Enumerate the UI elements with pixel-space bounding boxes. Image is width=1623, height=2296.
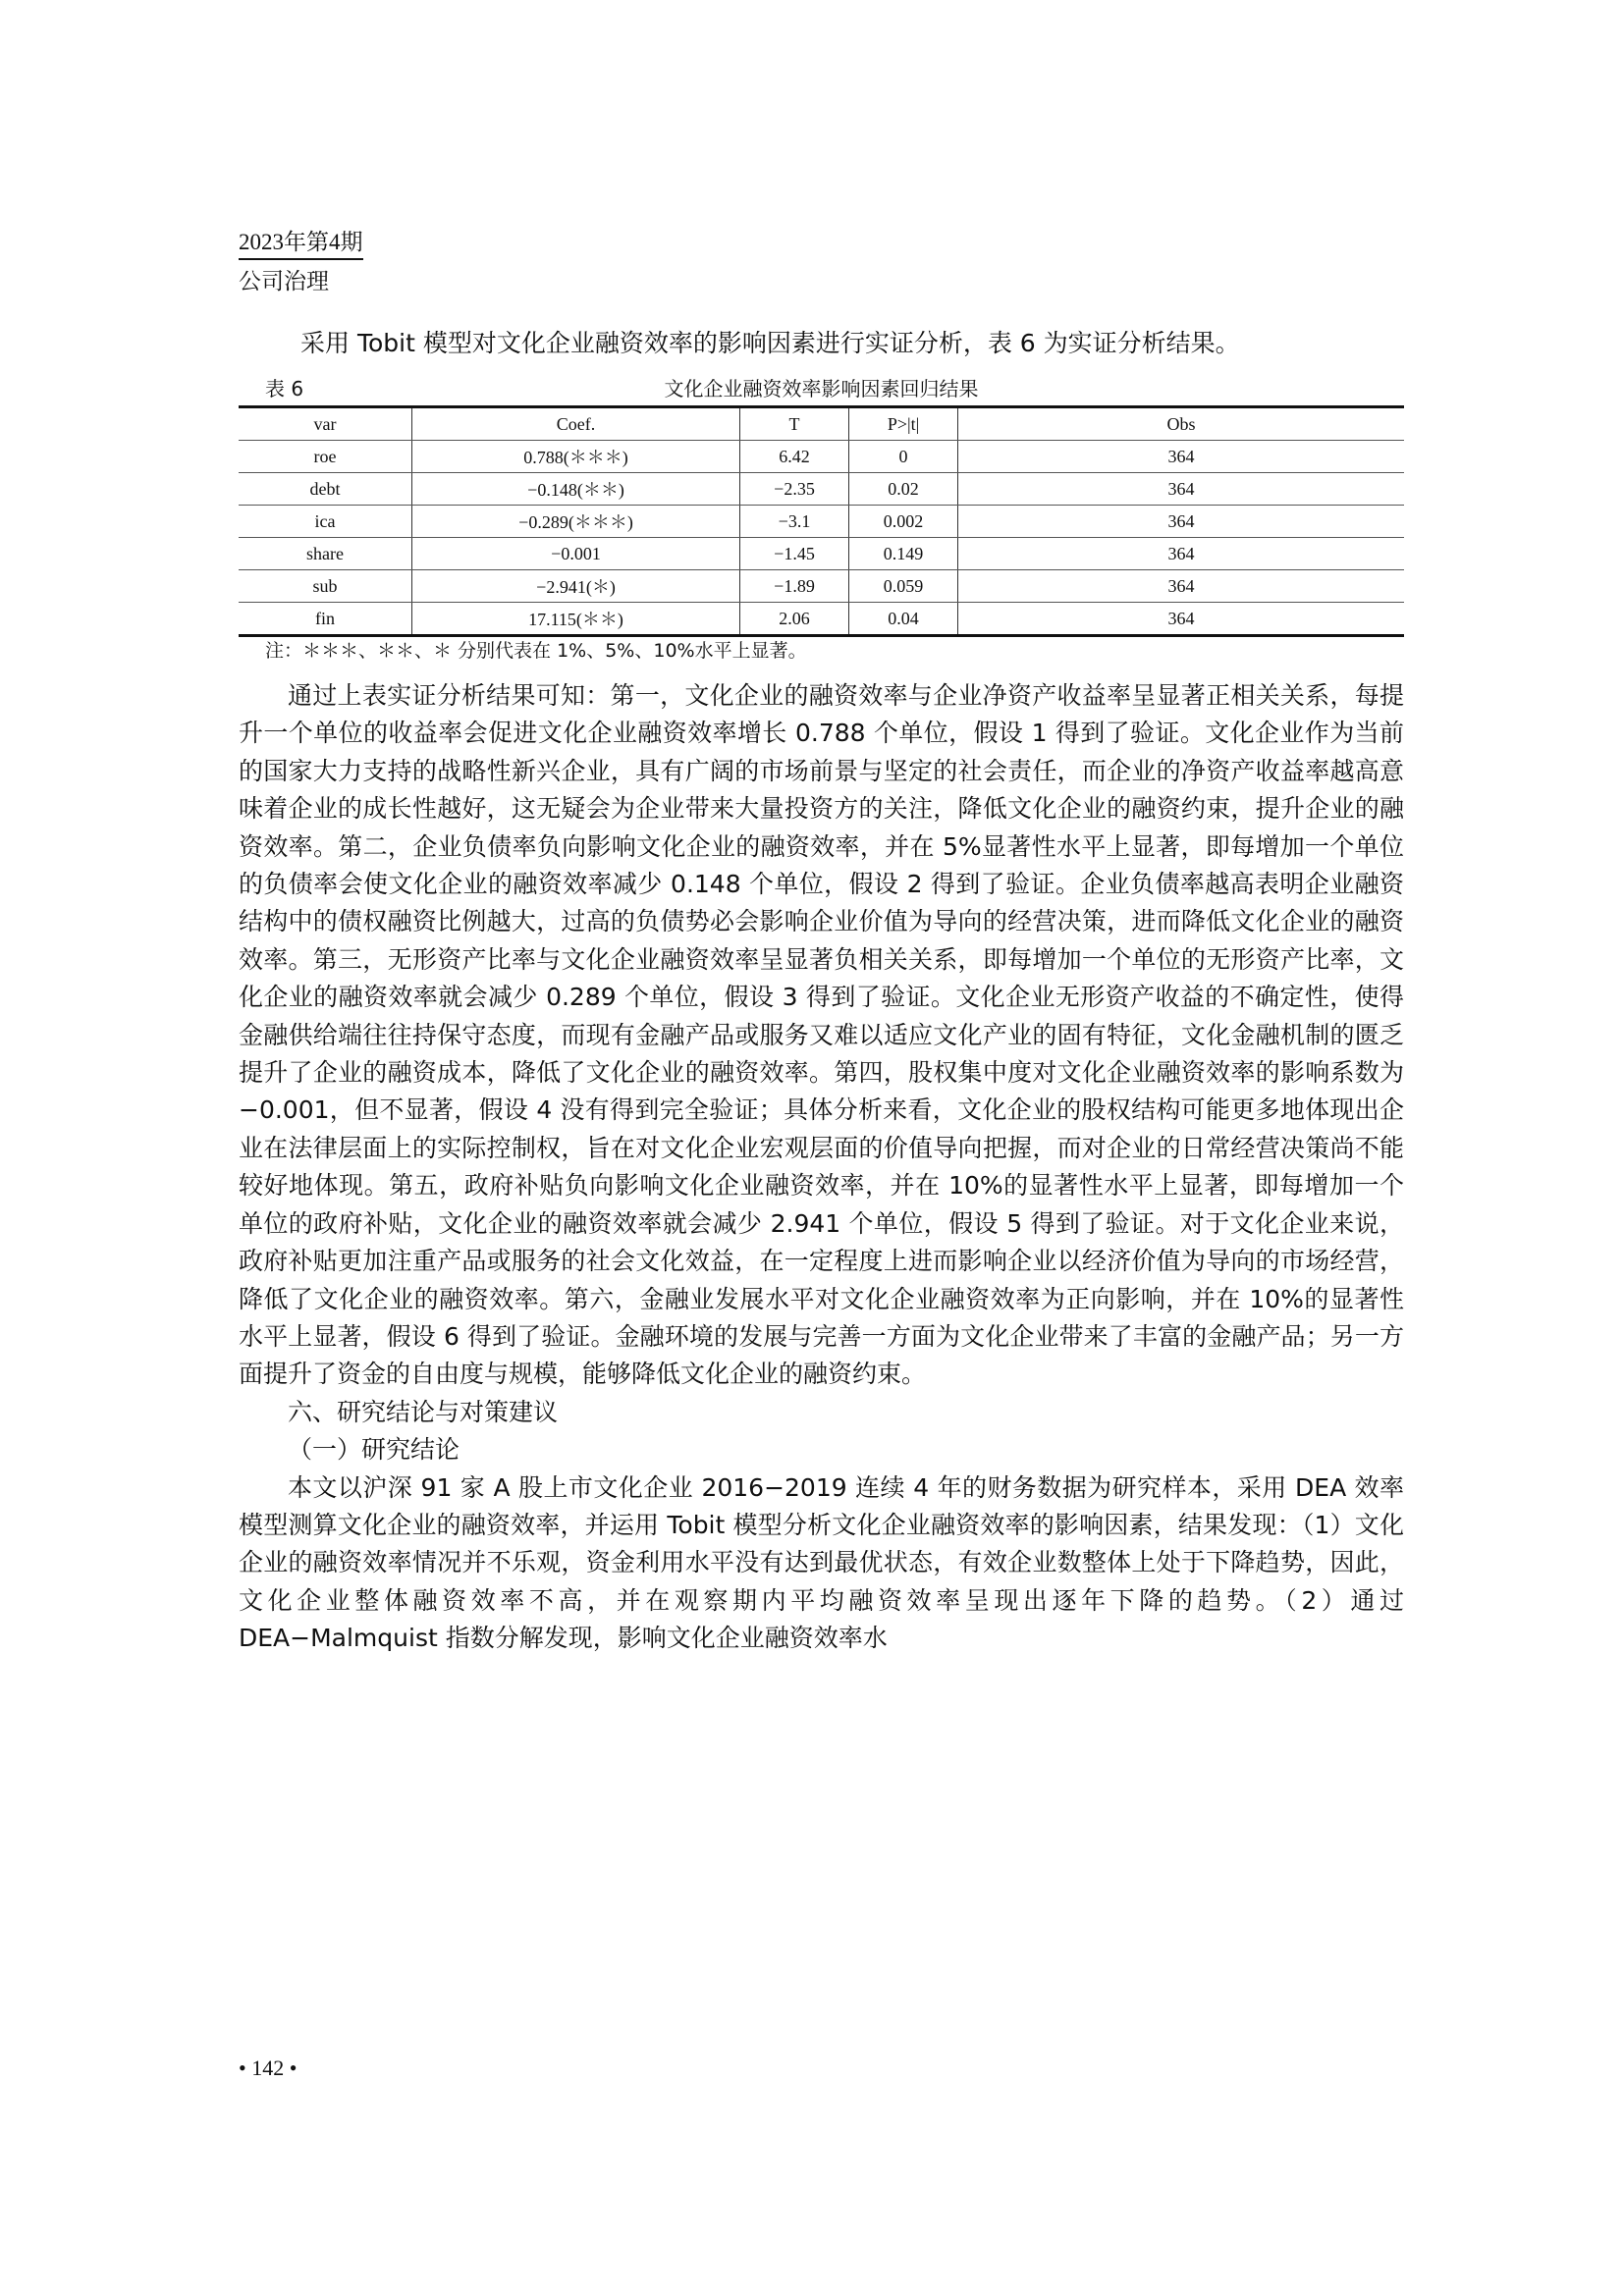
cell-p: 0.002 [849, 506, 958, 538]
cell-t: −1.89 [740, 570, 849, 603]
cell-var: fin [239, 603, 412, 636]
cell-obs: 364 [958, 441, 1405, 473]
cell-t: −2.35 [740, 473, 849, 506]
cell-p: 0.149 [849, 538, 958, 570]
cell-p: 0.02 [849, 473, 958, 506]
cell-coef: −2.941(＊) [412, 570, 740, 603]
cell-t: 2.06 [740, 603, 849, 636]
table-row [239, 570, 1404, 603]
cell-var: ica [239, 506, 412, 538]
cell-t: 6.42 [740, 441, 849, 473]
cell-coef: 0.788(＊＊＊) [412, 441, 740, 473]
cell-coef: −0.148(＊＊) [412, 473, 740, 506]
page-number: • 142 • [239, 2056, 298, 2080]
table-row [239, 441, 1404, 473]
cell-var: debt [239, 473, 412, 506]
cell-obs: 364 [958, 570, 1405, 603]
table-row [239, 603, 1404, 636]
cell-t: −1.45 [740, 538, 849, 570]
section-heading: 六、研究结论与对策建议 [288, 1397, 559, 1426]
cell-var: share [239, 538, 412, 570]
cell-p: 0.059 [849, 570, 958, 603]
column-header-obs: Obs [958, 407, 1405, 441]
table-row [239, 473, 1404, 506]
paragraph-results-discussion: 通过上表实证分析结果可知：第一，文化企业的融资效率与企业净资产收益率呈显著正相关关系，每提升一个单位的收益率会促进文化企业融资效率增长 0.788 个单位，假设 1 得到了验证。文化企业作为当前的国家大力支持的战略性新兴企业，具有广阔的市场前景与坚定的社会责任，而企业的净资产收益率越高意味着企业的成长性越好，这无疑会为企业带来大量投资方的关注，降低文化企业的融资约束，提升企业的融资效率。第二，企业负债率负向影响文化企业的融资效率，并在 5%显著性水平上显著，即每增加一个单位的负债率会使文化企业的融资效率减少 0.148 个单位，假设 2 得到了验证。企业负债率越高表明企业融资结构中的债权融资比例越大，过高的负债势必会影响企业价值为导向的经营决策，进而降低文化企业的融资效率。第三，无形资产比率与文化企业融资效率呈显著负相关关系，即每增加一个单位的无形资产比率，文化企业的融资效率就会减少 0.289 个单位，假设 3 得到了验证。文化企业无形资产收益的不确定性，使得金融供给端往往持保守态度，而现有金融产品或服务又难以适应文化产业的固有特征，文化金融机制的匮乏提升了企业的融资成本，降低了文化企业的融资效率。第四，股权集中度对文化企业融资效率的影响系数为−0.001，但不显著，假设 4 没有得到完全验证；具体分析来看，文化企业的股权结构可能更多地体现出企业在法律层面上的实际控制权，旨在对文化企业宏观层面的价值导向把握，而对企业的日常经营决策尚不能较好地体现。第五，政府补贴负向影响文化企业融资效率，并在 10%的显著性水平上显著，即每增加一个单位的政府补贴，文化企业的融资效率就会减少 2.941 个单位，假设 5 得到了验证。对于文化企业来说，政府补贴更加注重产品或服务的社会文化效益，在一定程度上进而影响企业以经济价值为导向的市场经营，降低了文化企业的融资效率。第六，金融业发展水平对文化企业融资效率为正向影响，并在 10%的显著性水平上显著，假设 6 得到了验证。金融环境的发展与完善一方面为文化企业带来了丰富的金融产品；另一方面提升了资金的自由度与规模，能够降低文化企业的融资约束。 [239, 681, 1404, 1389]
column-header-var: var [239, 407, 412, 441]
journal-issue: 2023年第4期 [239, 228, 363, 260]
section-tag: 公司治理 [239, 269, 329, 294]
table-row [239, 538, 1404, 570]
cell-p: 0.04 [849, 603, 958, 636]
cell-coef: −0.289(＊＊＊) [412, 506, 740, 538]
subsection-heading: （一）研究结论 [288, 1435, 460, 1465]
column-header-p: P>|t| [849, 407, 958, 441]
table-note: 注：＊＊＊、＊＊、＊ 分别代表在 1%、5%、10%水平上显著。 [265, 640, 807, 662]
cell-var: sub [239, 570, 412, 603]
column-header-coef: Coef. [412, 407, 740, 441]
cell-t: −3.1 [740, 506, 849, 538]
cell-obs: 364 [958, 603, 1405, 636]
cell-var: roe [239, 441, 412, 473]
regression-table [239, 405, 1404, 637]
table-header-row [239, 407, 1404, 441]
intro-sentence: 采用 Tobit 模型对文化企业融资效率的影响因素进行实证分析，表 6 为实证分析结果。 [300, 329, 1240, 357]
table-title: 文化企业融资效率影响因素回归结果 [664, 377, 979, 400]
cell-coef: 17.115(＊＊) [412, 603, 740, 636]
cell-obs: 364 [958, 506, 1405, 538]
table-label: 表 6 [265, 377, 304, 400]
column-header-t: T [740, 407, 849, 441]
cell-coef: −0.001 [412, 538, 740, 570]
paragraph-conclusion: 本文以沪深 91 家 A 股上市文化企业 2016−2019 连续 4 年的财务数据为研究样本，采用 DEA 效率模型测算文化企业的融资效率，并运用 Tobit 模型分析文化企业融资效率的影响因素，结果发现：（1）文化企业的融资效率情况并不乐观，资金利用水平没有达到最优状态，有效企业数整体上处于下降趋势，因此，文化企业整体融资效率不高，并在观察期内平均融资效率呈现出逐年下降的趋势。（2）通过 DEA−Malmquist 指数分解发现，影响文化企业融资效率水 [239, 1472, 1404, 1653]
body-text [239, 677, 1404, 1658]
cell-p: 0 [849, 441, 958, 473]
cell-obs: 364 [958, 473, 1405, 506]
cell-obs: 364 [958, 538, 1405, 570]
table-row [239, 506, 1404, 538]
